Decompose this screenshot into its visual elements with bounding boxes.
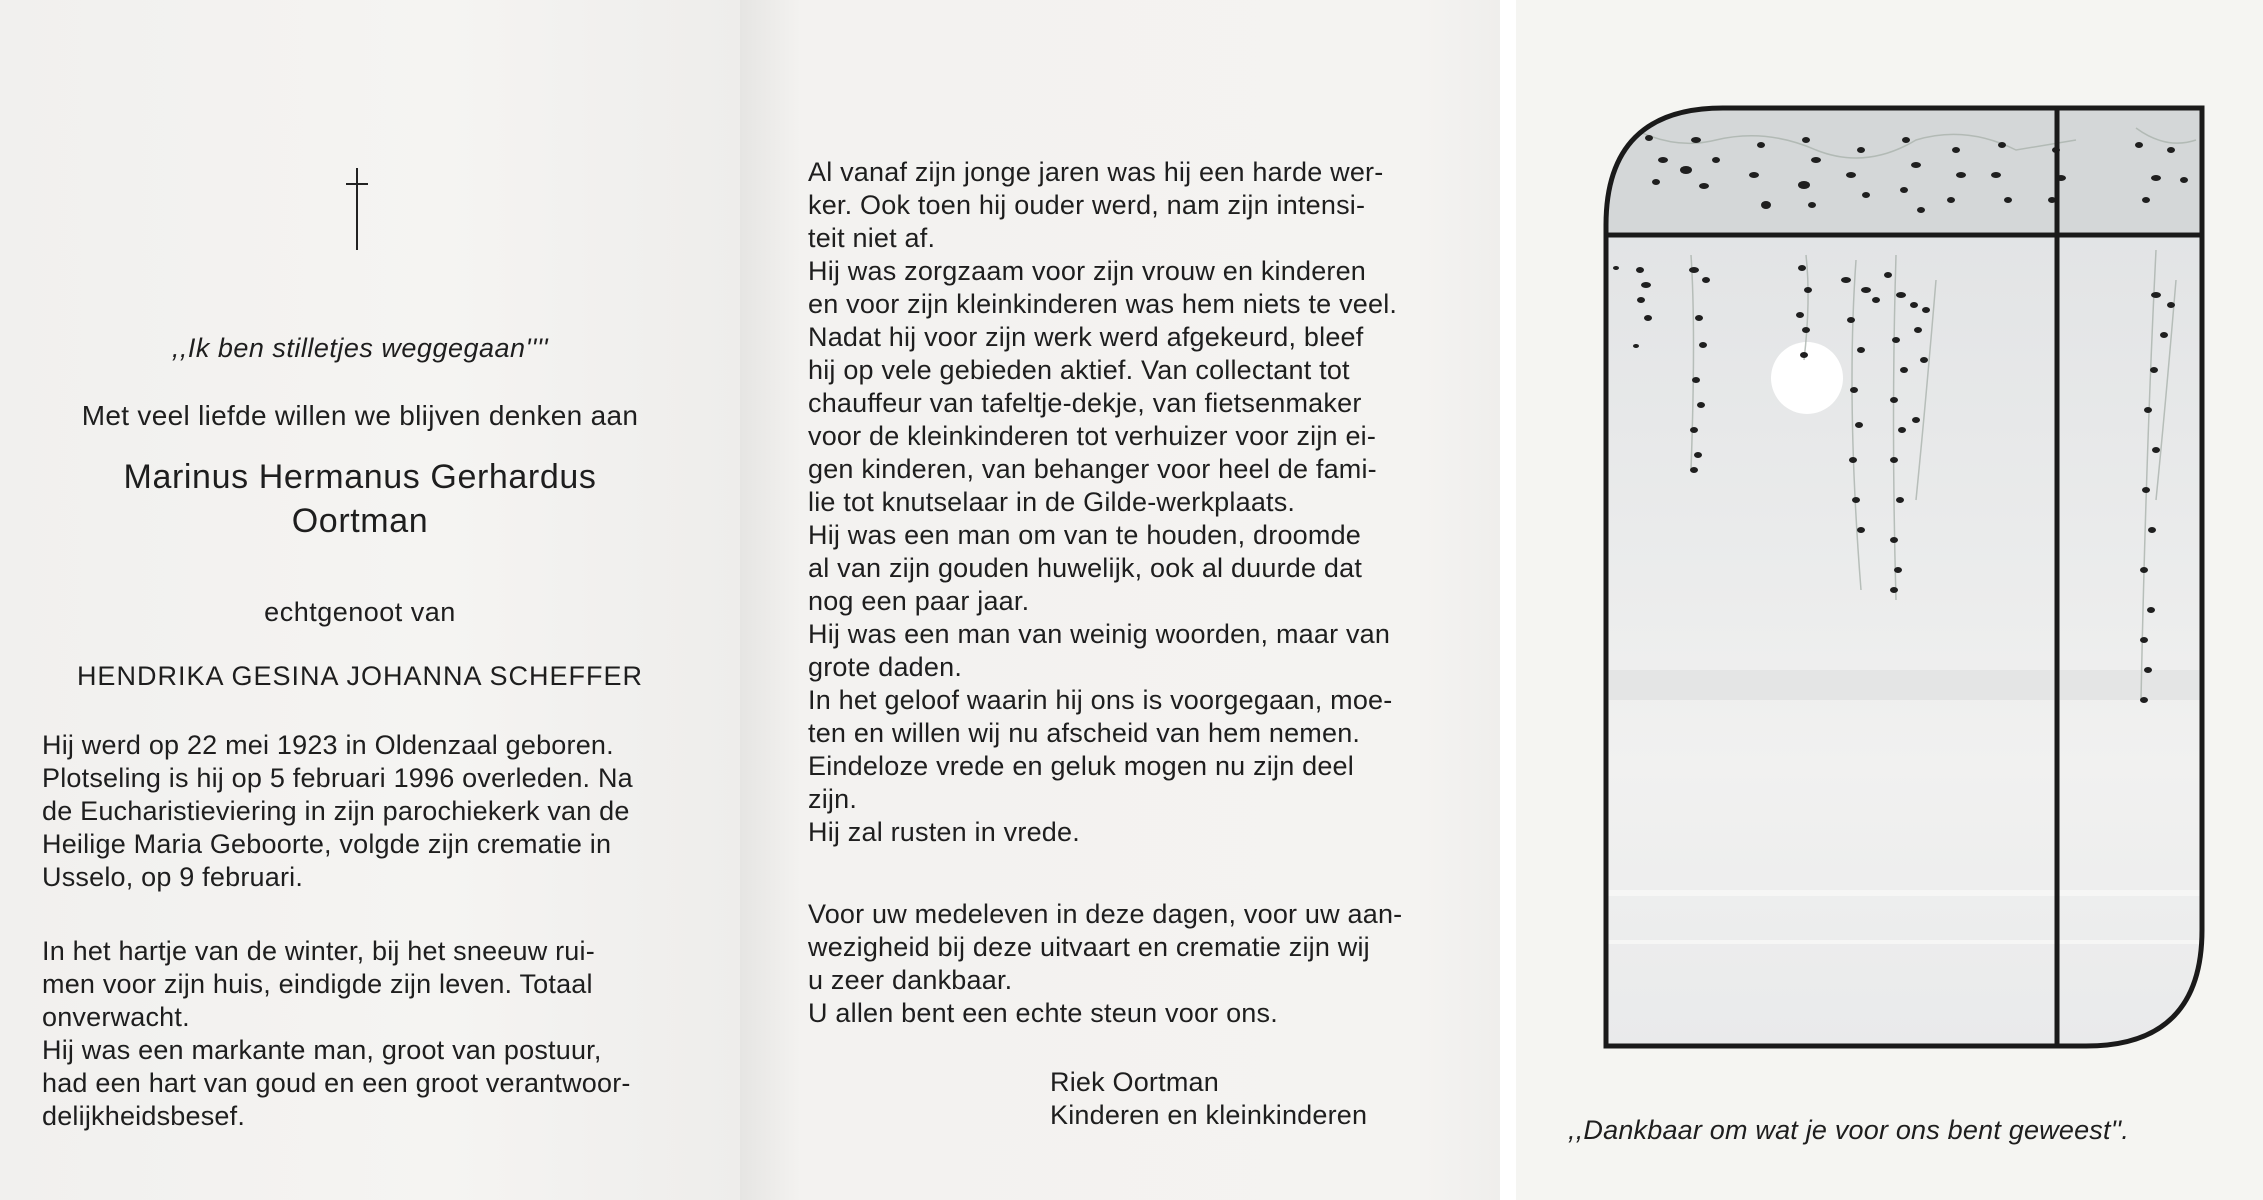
moon-shape — [1771, 342, 1843, 414]
text-line: gen kinderen, van behanger voor heel de fami- — [808, 454, 1377, 484]
window-illustration — [1516, 0, 2263, 1200]
text-line: Eindeloze vrede en geluk mogen nu zijn deel — [808, 751, 1354, 781]
biography-paragraph-1 — [42, 729, 633, 894]
signature-block — [1050, 1066, 1367, 1132]
text-line: onverwacht. — [42, 1002, 190, 1032]
text-line: ker. Ook toen hij ouder werd, nam zijn intensi- — [808, 190, 1366, 220]
text-line: u zeer dankbaar. — [808, 965, 1013, 995]
text-line: had een hart van goud en een groot verantwoor- — [42, 1068, 631, 1098]
text-line: Nadat hij voor zijn werk werd afgekeurd, bleef — [808, 322, 1364, 352]
window-glass — [1606, 108, 2202, 1048]
text-line: lie tot knutselaar in de Gilde-werkplaats. — [808, 487, 1296, 517]
cross-icon — [342, 168, 372, 250]
text-line: Hij was een markante man, groot van postuur, — [42, 1035, 602, 1065]
text-line: U allen bent een echte steun voor ons. — [808, 998, 1278, 1028]
text-line: teit niet af. — [808, 223, 936, 253]
text-line: Hij zal rusten in vrede. — [808, 817, 1080, 847]
spouse-name: HENDRIKA GESINA JOHANNA SCHEFFER — [76, 661, 644, 691]
text-line: nog een paar jaar. — [808, 586, 1030, 616]
text-line: Heilige Maria Geboorte, volgde zijn crematie in — [42, 829, 612, 859]
signature-line: Riek Oortman — [1050, 1067, 1219, 1097]
intro-text: Met veel liefde willen we blijven denken aan — [81, 400, 639, 431]
memorial-paragraph-1 — [808, 156, 1397, 849]
card-left-panel — [0, 0, 740, 1200]
deceased-name-line1: Marinus Hermanus Gerhardus — [123, 458, 597, 496]
text-line: zijn. — [808, 784, 858, 814]
text-line: Hij was zorgzaam voor zijn vrouw en kinderen — [808, 256, 1367, 286]
panel-gap — [1500, 0, 1516, 1200]
text-line: Hij werd op 22 mei 1923 in Oldenzaal geboren. — [42, 730, 614, 760]
text-line: In het hartje van de winter, bij het sneeuw rui- — [42, 936, 595, 966]
text-line: Voor uw medeleven in deze dagen, voor uw aan- — [808, 899, 1403, 929]
text-line: hij op vele gebieden aktief. Van collectant tot — [808, 355, 1350, 385]
text-line: voor de kleinkinderen tot verhuizer voor zijn ei- — [808, 421, 1377, 451]
text-line: Plotseling is hij op 5 februari 1996 overleden. Na — [42, 763, 633, 793]
thanks-paragraph — [808, 898, 1402, 1030]
text-line: de Eucharistieviering in zijn parochiekerk van de — [42, 796, 630, 826]
closing-caption: ,,Dankbaar om wat je voor ons bent geweest''. — [1568, 1115, 2130, 1145]
text-line: In het geloof waarin hij ons is voorgegaan, moe- — [808, 685, 1393, 715]
text-line: Usselo, op 9 februari. — [42, 862, 304, 892]
text-line: Al vanaf zijn jonge jaren was hij een harde wer- — [808, 157, 1384, 187]
text-line: en voor zijn kleinkinderen was hem niets te veel. — [808, 289, 1398, 319]
text-line: delijkheidsbesef. — [42, 1101, 246, 1131]
opening-quote: ,,Ik ben stilletjes weggegaan'''' — [171, 333, 549, 363]
deceased-name-line2: Oortman — [291, 502, 429, 540]
text-line: ten en willen wij nu afscheid van hem nemen. — [808, 718, 1361, 748]
text-line: Hij was een man van weinig woorden, maar van — [808, 619, 1391, 649]
text-line: al van zijn gouden huwelijk, ook al duurde dat — [808, 553, 1363, 583]
spouse-label: echtgenoot van — [264, 597, 456, 627]
text-line: grote daden. — [808, 652, 963, 682]
text-line: chauffeur van tafeltje-dekje, van fietsenmaker — [808, 388, 1362, 418]
text-line: men voor zijn huis, eindigde zijn leven. Totaal — [42, 969, 593, 999]
biography-paragraph-2 — [42, 935, 631, 1133]
text-line: wezigheid bij deze uitvaart en crematie zijn wij — [808, 932, 1370, 962]
text-line: Hij was een man om van te houden, droomde — [808, 520, 1362, 550]
signature-line: Kinderen en kleinkinderen — [1050, 1100, 1368, 1130]
